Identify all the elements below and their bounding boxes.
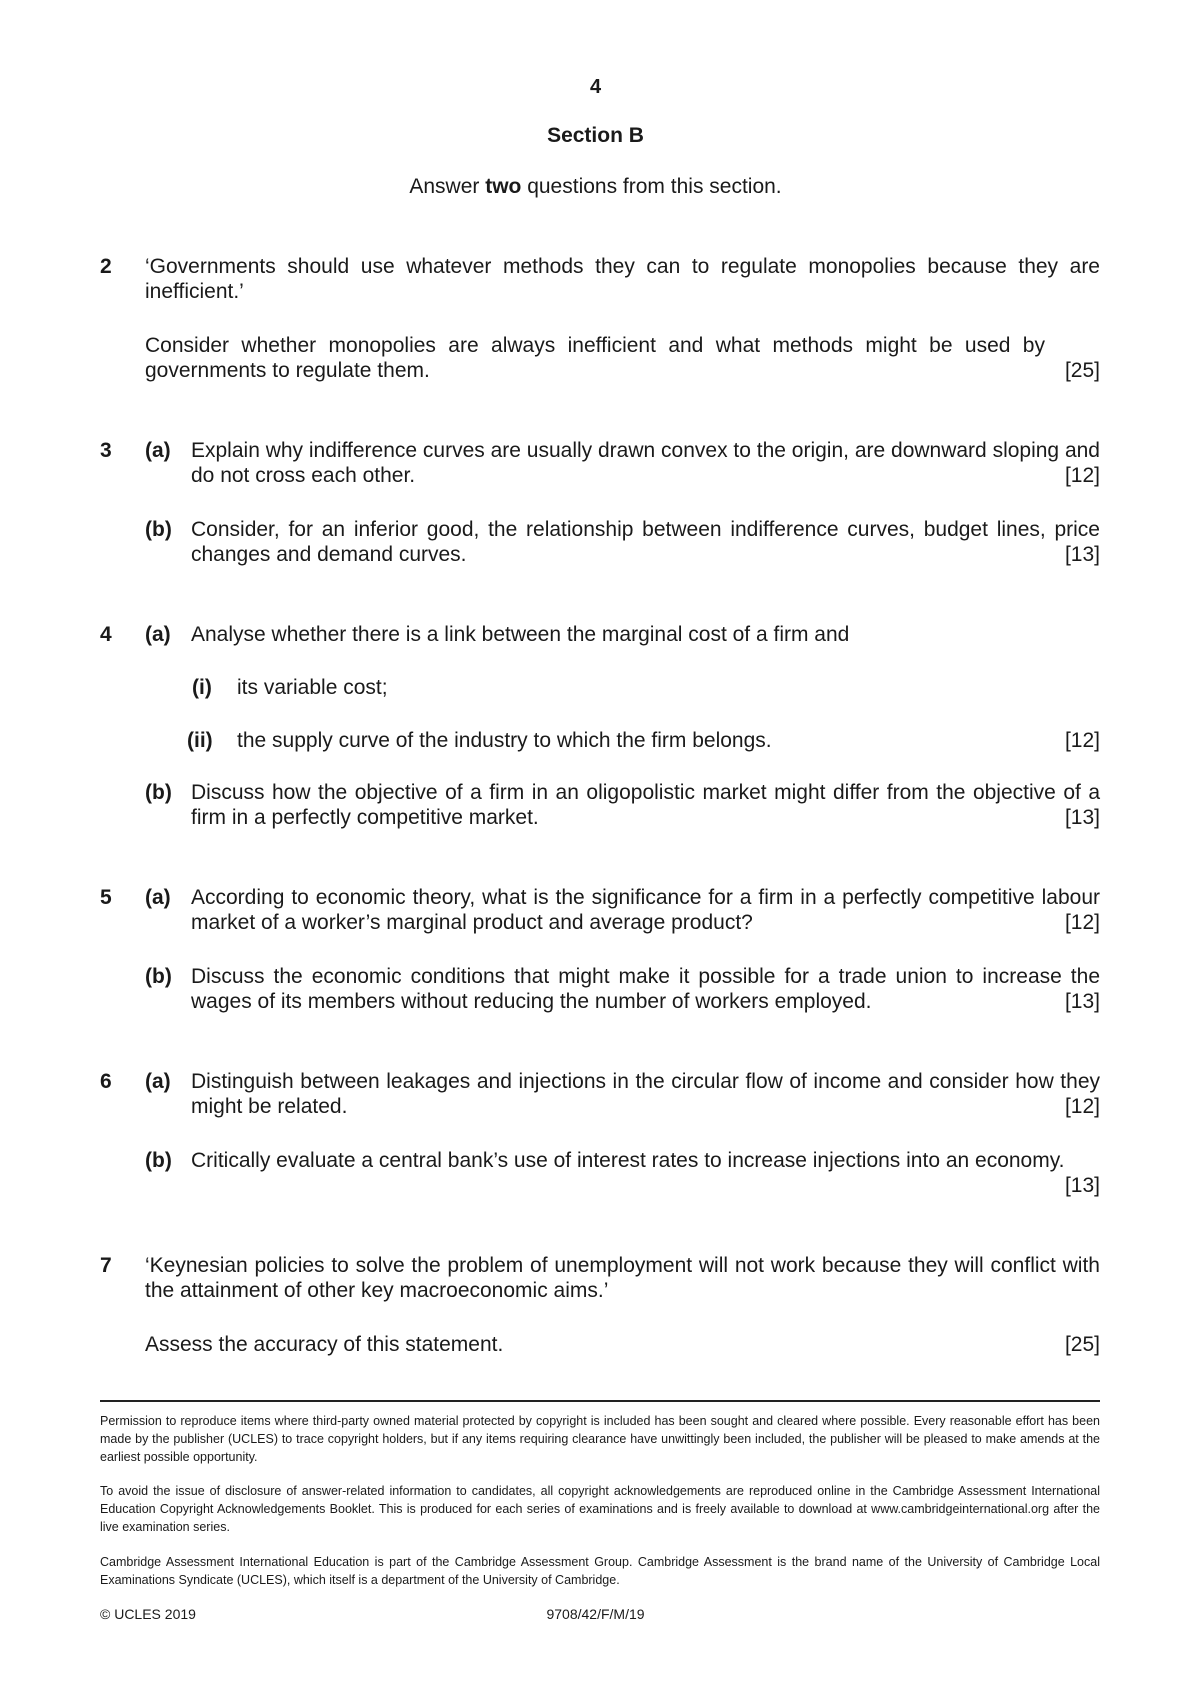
question-3a-marks: [12] [1064,464,1100,487]
question-2-quote: ‘Governments should use whatever methods they can to regulate monopolies because they are inefficient.’ [145,255,1100,303]
question-7-marks: [25] [1064,1333,1100,1356]
question-2-number: 2 [100,255,112,278]
instruction-bold: two [485,175,522,198]
question-5-number: 5 [100,886,112,909]
question-3a-label: (a) [145,439,171,462]
footer-acknowledgements: To avoid the issue of disclosure of answer-related information to candidates, all copyright acknowledgements are reproduced online in the Cambridge Assessment International Education Copyright Acknowledgements Booklet. This is produced for each series of examinations and is freely available to download at www.cambridgeinternational.org after the live examination series. [100,1484,1100,1534]
question-7-number: 7 [100,1254,112,1277]
question-5b-text: Discuss the economic conditions that might make it possible for a trade union to increase the wages of its members without reducing the number of workers employed. [191,965,1100,1013]
footer-permission: Permission to reproduce items where third-party owned material protected by copyright is included has been sought and cleared where possible. Every reasonable effort has been made by the publisher (UCLES) to trace copyright holders, but if any items requiring clearance have unwittingly been included, the publisher will be pleased to make amends at the earliest possible opportunity. [100,1414,1100,1464]
question-3-number: 3 [100,439,112,462]
question-4-number: 4 [100,623,112,646]
question-3a-text: Explain why indifference curves are usually drawn convex to the origin, are downward sloping and do not cross each other. [191,439,1100,487]
question-7-quote: ‘Keynesian policies to solve the problem of unemployment will not work because they will conflict with the attainment of other key macroeconomic aims.’ [145,1254,1100,1302]
question-4b-text: Discuss how the objective of a firm in an oligopolistic market might differ from the objective of a firm in a perfectly competitive market. [191,781,1100,829]
question-6b-label: (b) [145,1149,172,1172]
question-5a-label: (a) [145,886,171,909]
question-3b-text: Consider, for an inferior good, the relationship between indifference curves, budget lines, price changes and demand curves. [191,518,1100,566]
question-4a-marks: [12] [1064,729,1100,752]
question-6-number: 6 [100,1070,112,1093]
footer-paper-code: 9708/42/F/M/19 [546,1606,645,1622]
question-4a-label: (a) [145,623,171,646]
question-2-marks: [25] [1064,359,1100,382]
section-title: Section B [547,124,644,147]
question-4a-text: Analyse whether there is a link between the marginal cost of a firm and [191,623,850,646]
question-6b-marks: [13] [1064,1174,1100,1197]
question-4a-i-label: (i) [192,676,212,699]
question-3b-label: (b) [145,518,172,541]
question-4a-ii-text: the supply curve of the industry to which the firm belongs. [237,729,772,752]
section-instruction [0,175,1191,199]
question-2-task: Consider whether monopolies are always inefficient and what methods might be used by governments to regulate them. [145,334,1045,382]
question-4a-i-text: its variable cost; [237,676,388,699]
question-4b-label: (b) [145,781,172,804]
instruction-pre: Answer [409,175,486,198]
question-3b-marks: [13] [1064,543,1100,566]
question-5b-label: (b) [145,965,172,988]
question-7-task: Assess the accuracy of this statement. [145,1333,504,1356]
question-4a-ii-label: (ii) [187,729,213,752]
page-number: 4 [589,76,602,98]
question-6b-text: Critically evaluate a central bank’s use of interest rates to increase injections into an economy. [191,1149,1065,1172]
question-6a-label: (a) [145,1070,171,1093]
question-6a-marks: [12] [1064,1095,1100,1118]
footer-about: Cambridge Assessment International Education is part of the Cambridge Assessment Group. Cambridge Assessment is the brand name of the University of Cambridge Local Examinations Syndicate (UCLES), which itself is a department of the University of Cambridge. [100,1555,1100,1587]
instruction-post: questions from this section. [521,175,782,198]
question-5a-text: According to economic theory, what is the significance for a firm in a perfectly competitive labour market of a worker’s marginal product and average product? [191,886,1100,934]
question-6a-text: Distinguish between leakages and injections in the circular flow of income and consider how they might be related. [191,1070,1100,1118]
question-5b-marks: [13] [1064,990,1100,1013]
question-5a-marks: [12] [1064,911,1100,934]
footer-divider [100,1400,1100,1402]
footer-copyright: © UCLES 2019 [100,1606,196,1622]
question-4b-marks: [13] [1064,806,1100,829]
